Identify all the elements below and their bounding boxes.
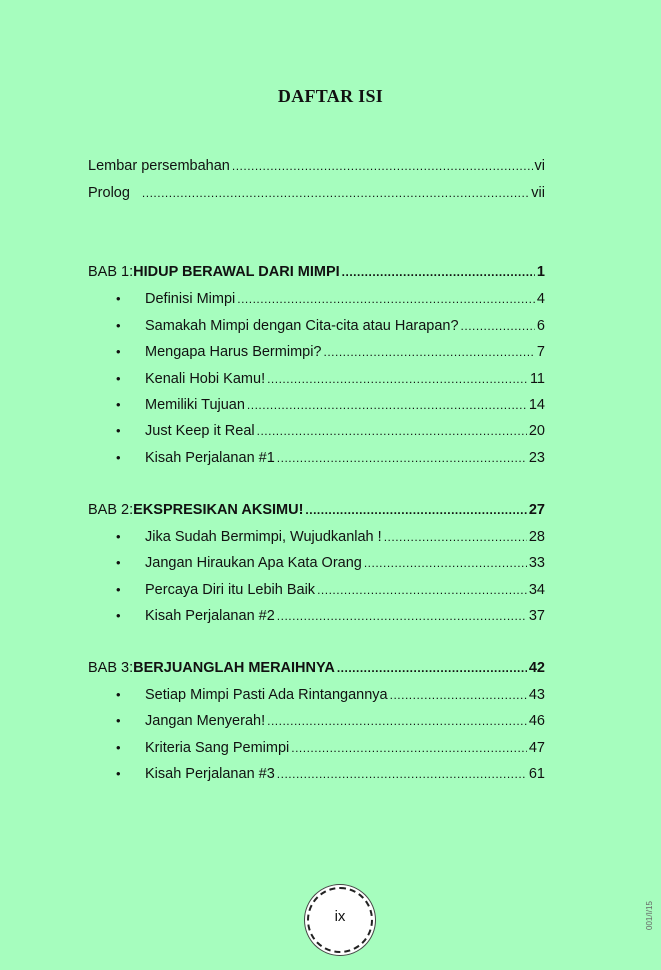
toc-entry[interactable] (145, 711, 545, 731)
toc-entry[interactable] (145, 289, 545, 309)
dot-leader (364, 553, 527, 573)
toc-entry-lembar-persembahan[interactable] (88, 156, 545, 176)
toc-entry[interactable] (145, 685, 545, 705)
chapter-page: 1 (536, 264, 545, 280)
dot-leader (267, 711, 527, 731)
dot-leader (277, 448, 527, 468)
toc-entry-prolog[interactable] (88, 183, 545, 203)
toc-entry[interactable] (145, 369, 545, 389)
dot-leader (461, 316, 535, 336)
toc-entry[interactable] (145, 580, 545, 600)
toc-entry[interactable] (145, 395, 545, 415)
entry-label: Samakah Mimpi dengan Cita-cita atau Harapan? (145, 318, 459, 334)
bullet-icon: • (116, 582, 121, 597)
toc-chapter-2[interactable] (88, 500, 545, 520)
bullet-icon: • (116, 766, 121, 781)
entry-page: 6 (536, 318, 545, 334)
dot-leader (305, 500, 526, 520)
entry-label: Definisi Mimpi (145, 291, 236, 307)
entry-page: 43 (528, 687, 545, 703)
entry-label: Memiliki Tujuan (145, 397, 245, 413)
dot-leader (291, 738, 527, 758)
toc-entry[interactable] (145, 527, 545, 547)
page-number-badge (307, 887, 373, 953)
dot-leader (342, 262, 535, 282)
entry-page: 28 (528, 529, 545, 545)
chapter-prefix: BAB 2: (88, 502, 134, 518)
toc-chapter-1[interactable] (88, 262, 545, 282)
chapter-title: HIDUP BERAWAL DARI MIMPI (133, 264, 340, 280)
entry-label: Jangan Hiraukan Apa Kata Orang (145, 555, 362, 571)
dot-leader (142, 183, 529, 203)
entry-label: Lembar persembahan (88, 158, 230, 174)
bullet-icon: • (116, 450, 121, 465)
bullet-icon: • (116, 687, 121, 702)
entry-page: 47 (528, 740, 545, 756)
entry-label: Just Keep it Real (145, 423, 255, 439)
toc-entry[interactable] (145, 606, 545, 626)
chapter-page: 42 (528, 660, 545, 676)
entry-page: 34 (528, 582, 545, 598)
entry-label: Mengapa Harus Bermimpi? (145, 344, 322, 360)
bullet-icon: • (116, 397, 121, 412)
entry-page: 37 (528, 608, 545, 624)
dot-leader (247, 395, 527, 415)
entry-page: 33 (528, 555, 545, 571)
chapter-title: BERJUANGLAH MERAIHNYA (133, 660, 335, 676)
entry-page: 7 (536, 344, 545, 360)
bullet-icon: • (116, 740, 121, 755)
dot-leader (324, 342, 535, 362)
toc-entry[interactable] (145, 738, 545, 758)
chapter-prefix: BAB 3: (88, 660, 134, 676)
entry-page: vii (531, 185, 545, 201)
side-code: 001/I/15 (645, 901, 654, 930)
dot-leader (257, 421, 527, 441)
toc-entry[interactable] (145, 421, 545, 441)
dot-leader (237, 289, 535, 309)
toc-entry[interactable] (145, 448, 545, 468)
bullet-icon: • (116, 713, 121, 728)
dot-leader (277, 764, 527, 784)
dot-leader (317, 580, 527, 600)
entry-page: 11 (529, 371, 545, 387)
entry-label: Setiap Mimpi Pasti Ada Rintangannya (145, 687, 388, 703)
entry-page: 23 (528, 450, 545, 466)
dot-leader (232, 156, 533, 176)
dot-leader (337, 658, 527, 678)
entry-page: 61 (528, 766, 545, 782)
entry-label: Kisah Perjalanan #3 (145, 766, 275, 782)
bullet-icon: • (116, 555, 121, 570)
chapter-title: EKSPRESIKAN AKSIMU! (133, 502, 304, 518)
bullet-icon: • (116, 318, 121, 333)
chapter-prefix: BAB 1: (88, 264, 134, 280)
page-title: DAFTAR ISI (277, 86, 384, 106)
entry-label: Percaya Diri itu Lebih Baik (145, 582, 316, 598)
entry-label: Jika Sudah Bermimpi, Wujudkanlah ! (145, 529, 382, 545)
chapter-page: 27 (528, 502, 545, 518)
bullet-icon: • (116, 344, 121, 359)
dot-leader (390, 685, 527, 705)
toc-entry[interactable] (145, 316, 545, 336)
bullet-icon: • (116, 423, 121, 438)
entry-label: Kisah Perjalanan #1 (145, 450, 275, 466)
entry-page: vi (534, 158, 545, 174)
entry-label: Kenali Hobi Kamu! (145, 371, 266, 387)
entry-label: Jangan Menyerah! (145, 713, 266, 729)
entry-label: Prolog (88, 185, 130, 201)
dot-leader (277, 606, 527, 626)
entry-page: 46 (528, 713, 545, 729)
entry-page: 20 (528, 423, 545, 439)
toc-entry[interactable] (145, 764, 545, 784)
page-number: ix (334, 908, 346, 925)
bullet-icon: • (116, 529, 121, 544)
dot-leader (267, 369, 528, 389)
bullet-icon: • (116, 371, 121, 386)
entry-page: 14 (528, 397, 545, 413)
entry-page: 4 (536, 291, 545, 307)
bullet-icon: • (116, 291, 121, 306)
entry-label: Kisah Perjalanan #2 (145, 608, 275, 624)
toc-entry[interactable] (145, 553, 545, 573)
dot-leader (384, 527, 527, 547)
entry-label: Kriteria Sang Pemimpi (145, 740, 290, 756)
bullet-icon: • (116, 608, 121, 623)
toc-entry[interactable] (145, 342, 545, 362)
toc-chapter-3[interactable] (88, 658, 545, 678)
